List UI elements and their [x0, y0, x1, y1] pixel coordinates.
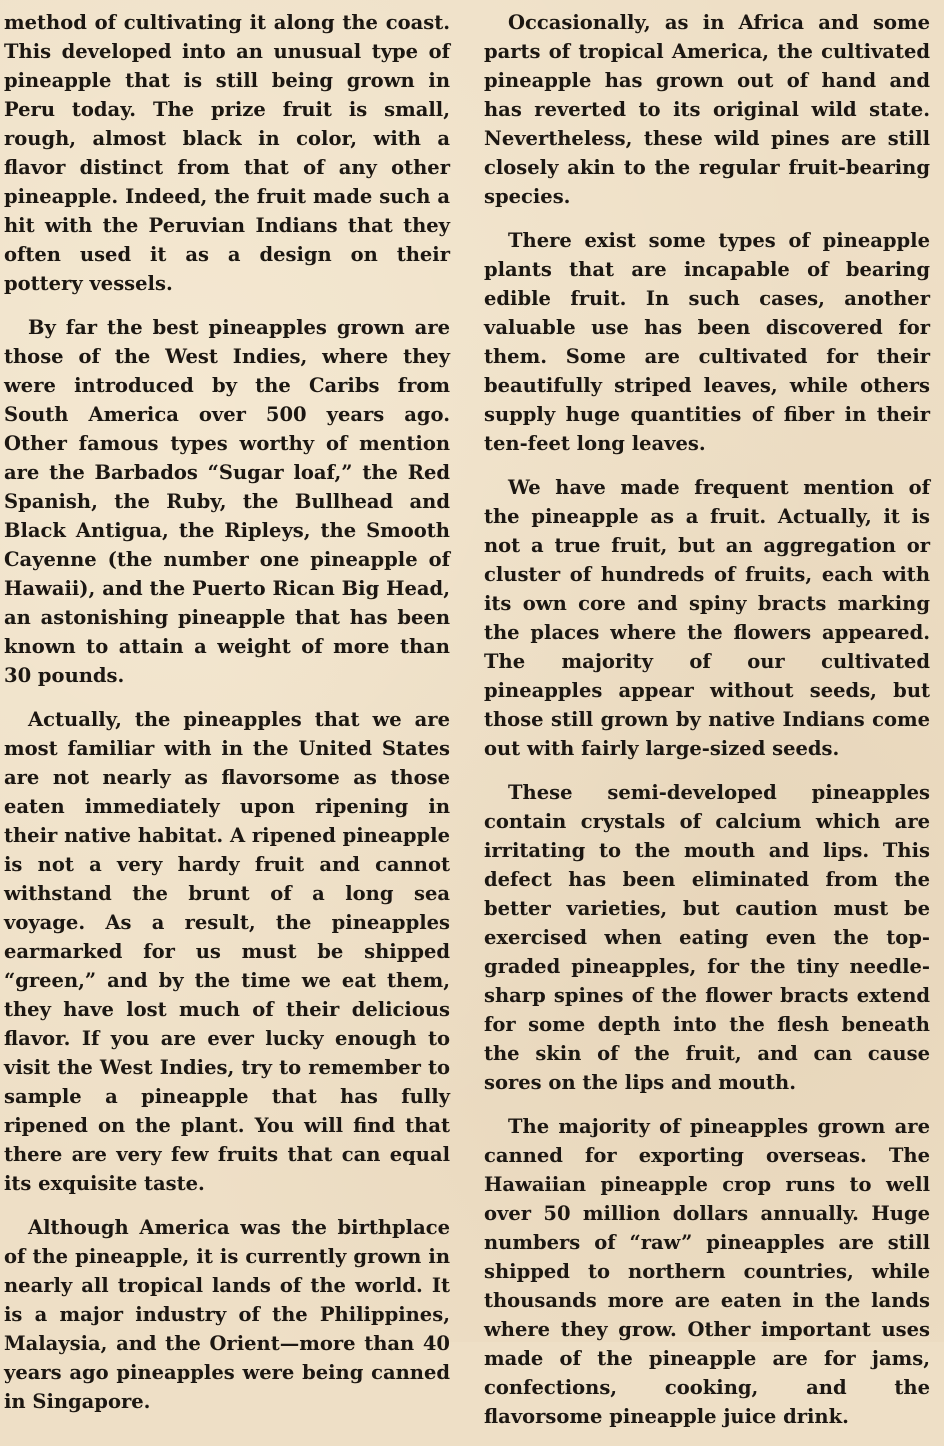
- paragraph-peru-pineapple: method of cultivating it along the coast. This developed into an unusual type of pineapple that is still being grown in Peru today. The prize fruit is small, rough, almost black in color, with a flavor distinct from that of any other pineapple. Indeed, the fruit made such a hit with the Peruvian Indians that they often used it as a design on their pottery vessels.: [4, 11, 450, 295]
- paragraph-canning-exports: The majority of pineapples grown are canned for exporting overseas. The Hawaiian pineapple crop runs to well over 50 million dollars annually. Huge numbers of “raw” pineapples are still shipped to northern countries, while thousands more are eaten in the lands where they grow. Other important uses made of the pineapple are for jams, confections, cooking, and the flavorsome pineapple juice drink.: [484, 1115, 930, 1428]
- paragraph-west-indies-varieties: By far the best pineapples grown are those of the West Indies, where they were introduced by the Caribs from South America over 500 years ago. Other famous types worthy of mention are the Barbados “Sugar loaf,” the Red Spanish, the Ruby, the Bullhead and Black Antigua, the Ripleys, the Smooth Cayenne (the number one pineapple of Hawaii), and the Puerto Rican Big Head, an astonishing pineapple that has been known to attain a weight of more than 30 pounds.: [4, 316, 450, 687]
- paragraph-ripening-flavor: Actually, the pineapples that we are most familiar with in the United States are not nearly as flavorsome as those eaten immediately upon ripening in their native habitat. A ripened pineapple is not a very hardy fruit and cannot withstand the brunt of a long sea voyage. As a result, the pineapples earmarked for us must be shipped “green,” and by the time we eat them, they have lost much of their delicious flavor. If you are ever lucky enough to visit the West Indies, try to remember to sample a pineapple that has fully ripened on the plant. You will find that there are very few fruits that can equal its exquisite taste.: [4, 708, 450, 1195]
- paragraph-calcium-crystals: These semi-developed pineapples contain crystals of calcium which are irritating to the mouth and lips. This defect has been eliminated from the better varieties, but caution must be exercised when eating even the top-graded pineapples, for the tiny needle-sharp spines of the flower bracts extend for some depth into the flesh beneath the skin of the fruit, and can cause sores on the lips and mouth.: [484, 781, 930, 1094]
- right-column: [484, 8, 930, 1446]
- paragraph-non-edible-types: There exist some types of pineapple plants that are incapable of bearing edible fruit. In such cases, another valuable use has been discovered for them. Some are cultivated for their beautifully striped leaves, while others supply huge quantities of fiber in their ten-feet long leaves.: [484, 229, 930, 455]
- paragraph-tropical-industry: Although America was the birthplace of the pineapple, it is currently grown in nearly all tropical lands of the world. It is a major industry of the Philippines, Malaysia, and the Orient—more than 40 years ago pineapples were being canned in Singapore.: [4, 1216, 450, 1413]
- paragraph-wild-pines: Occasionally, as in Africa and some parts of tropical America, the cultivated pineapple has grown out of hand and has reverted to its original wild state. Nevertheless, these wild pines are still closely akin to the regular fruit-bearing species.: [484, 11, 930, 208]
- left-column: [4, 8, 450, 1431]
- paragraph-aggregate-fruit: We have made frequent mention of the pineapple as a fruit. Actually, it is not a true fruit, but an aggregation or cluster of hundreds of fruits, each with its own core and spiny bracts marking the places where the flowers appeared. The majority of our cultivated pineapples appear without seeds, but those still grown by native Indians come out with fairly large-sized seeds.: [484, 476, 930, 760]
